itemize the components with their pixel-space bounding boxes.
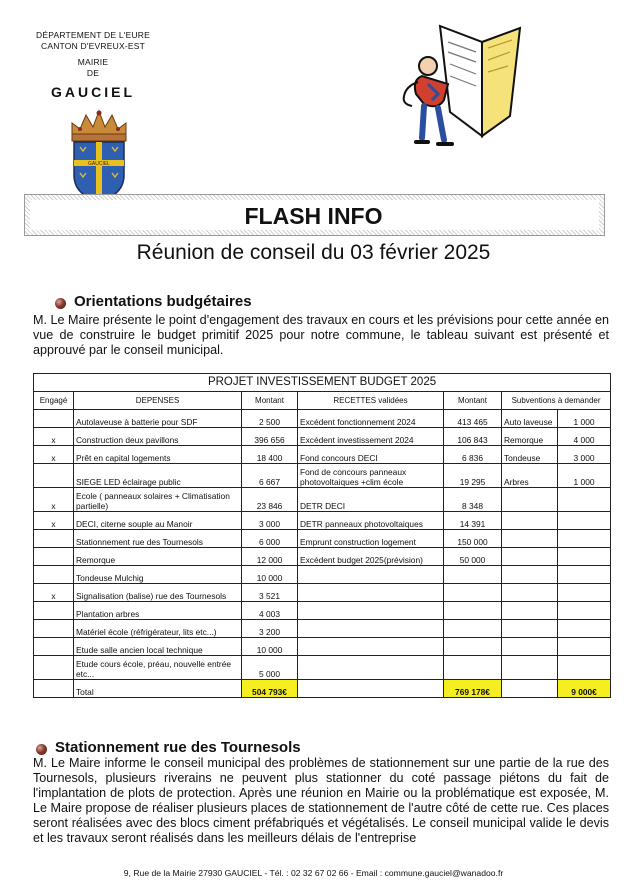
cell-recette-amount: 50 000 [444,548,502,566]
cell-subvention [502,620,558,638]
table-total-row [34,680,611,698]
cell-recette [298,638,444,656]
cell-depense: Plantation arbres [74,602,242,620]
table-row [34,446,611,464]
cell-engage: x [34,446,74,464]
cell-subvention [502,512,558,530]
total-subventions: 9 000€ [558,680,611,698]
cell-engage: x [34,428,74,446]
table-row [34,620,611,638]
table-row [34,566,611,584]
cell-subvention-amount [558,548,611,566]
cell-recette [298,656,444,680]
cell-recette [298,566,444,584]
table-row [34,488,611,512]
header-montant-dep: Montant [242,392,298,410]
cell-depense: Stationnement rue des Tournesols [74,530,242,548]
cell-depense-amount: 23 846 [242,488,298,512]
cell-depense: Tondeuse Mulchig [74,566,242,584]
cell-depense-amount: 6 000 [242,530,298,548]
cell-subvention-amount [558,584,611,602]
canton-label: CANTON D'EVREUX-EST [41,41,145,51]
cell-recette [298,584,444,602]
section-text-budget: M. Le Maire présente le point d'engagement des travaux en cours et les prévisions pour cette année en vue de construire le budget primitif 2025 pour notre commune, le tableau suivant est présenté et approuvé par le conseil municipal. [33,313,609,357]
cell-subvention [502,566,558,584]
table-row [34,428,611,446]
flash-title: FLASH INFO [244,203,383,229]
cell-depense: Matériel école (réfrigérateur, lits etc...) [74,620,242,638]
cell-subvention-amount [558,620,611,638]
cell-recette: Fond de concours panneaux photovoltaiques +clim école [298,464,444,488]
cell-subvention: Tondeuse [502,446,558,464]
cell-subvention-amount: 1 000 [558,410,611,428]
cell-depense: Remorque [74,548,242,566]
cell-recette-amount: 413 465 [444,410,502,428]
table-row [34,656,611,680]
cell-recette: DETR DECI [298,488,444,512]
cell-subvention [502,488,558,512]
cell-depense-amount: 10 000 [242,566,298,584]
cell-engage [34,410,74,428]
table-caption: PROJET INVESTISSEMENT BUDGET 2025 [34,374,611,392]
bullet-icon [36,744,47,755]
table-row [34,602,611,620]
coat-of-arms-logo [66,107,132,203]
cell-subvention [502,602,558,620]
table-row [34,584,611,602]
cell-depense-amount: 18 400 [242,446,298,464]
cell-depense-amount: 6 667 [242,464,298,488]
footer-contact: 9, Rue de la Mairie 27930 GAUCIEL - Tél. : 02 32 67 02 66 - Email : commune.gauciel@wanadoo.fr [123,868,504,878]
cell-depense: SIEGE LED éclairage public [74,464,242,488]
header-recettes: RECETTES validées [298,392,444,410]
cell-subvention [502,530,558,548]
cell-depense-amount: 396 656 [242,428,298,446]
cell-recette-amount: 150 000 [444,530,502,548]
cell-recette: Fond concours DECI [298,446,444,464]
cell-subvention-amount [558,530,611,548]
cell-subvention: Auto laveuse [502,410,558,428]
cell-depense-amount: 10 000 [242,638,298,656]
newspaper-reader-illustration [398,20,528,160]
cell-depense-amount: 5 000 [242,656,298,680]
table-header-row [34,392,611,410]
cell-subvention-amount: 4 000 [558,428,611,446]
cell-engage [34,464,74,488]
department-label: DÉPARTEMENT DE L'EURE [36,30,150,40]
cell-depense-amount: 2 500 [242,410,298,428]
cell-subvention-amount: 1 000 [558,464,611,488]
cell-depense: Etude cours école, préau, nouvelle entrée etc... [74,656,242,680]
cell-depense-amount: 3 000 [242,512,298,530]
cell-engage [34,620,74,638]
cell-recette-amount: 19 295 [444,464,502,488]
total-label: Total [74,680,242,698]
table-row [34,530,611,548]
commune-name: GAUCIEL [51,84,135,100]
cell-recette-amount [444,638,502,656]
cell-engage [34,638,74,656]
cell-recette-amount: 8 348 [444,488,502,512]
section-text-parking: M. Le Maire informe le conseil municipal des problèmes de stationnement sur une partie de la rue des Tournesols, plusieurs riverains ne peuvent plus stationner du coté passage piétons du fait de l'implantation de plots de protection. Après une réunion en Mairie ou la problématique est exposée, M. Le Maire propose de réaliser plusieurs places de stationnement de l'autre côté de cette rue. Ces places seront réalisées avec des blocs ciment préfabriqués et végétalisés. Le conseil municipal valide le devis et les travaux seront réalisés dans les meilleurs délais de l'entreprise [33,756,609,845]
cell-depense-amount: 3 200 [242,620,298,638]
cell-subvention [502,548,558,566]
cell-subvention: Arbres [502,464,558,488]
cell-recette: Excédent fonctionnement 2024 [298,410,444,428]
cell-recette-amount: 6 836 [444,446,502,464]
cell-engage [34,602,74,620]
cell-depense: Prêt en capital logements [74,446,242,464]
cell-depense-amount: 4 003 [242,602,298,620]
de-label: DE [86,68,100,78]
crest-text: GAUCIEL [88,161,110,167]
cell-subvention [502,638,558,656]
cell-engage: x [34,584,74,602]
cell-depense: Construction deux pavillons [74,428,242,446]
cell-depense-amount: 12 000 [242,548,298,566]
bullet-icon [55,298,66,309]
cell-subvention [502,584,558,602]
cell-engage [34,530,74,548]
cell-subvention-amount [558,638,611,656]
cell-recette-amount: 106 843 [444,428,502,446]
cell-recette-amount [444,656,502,680]
cell-engage: x [34,488,74,512]
cell-recette [298,680,444,698]
header-block [18,30,168,79]
section-title-parking: Stationnement rue des Tournesols [55,739,301,756]
cell-depense: Autolaveuse à batterie pour SDF [74,410,242,428]
cell-recette-amount [444,584,502,602]
cell-depense: DECI, citerne souple au Manoir [74,512,242,530]
cell-recette-amount [444,620,502,638]
cell-engage [34,548,74,566]
header-engage: Engagé [34,392,74,410]
cell-recette: DETR panneaux photovoltaiques [298,512,444,530]
header-montant-rec: Montant [444,392,502,410]
header-subventions: Subventions à demander [502,392,611,410]
cell-subvention-amount [558,488,611,512]
cell-recette: Excédent budget 2025(prévision) [298,548,444,566]
table-row [34,512,611,530]
cell-engage [34,656,74,680]
cell-subvention-amount: 3 000 [558,446,611,464]
cell-subvention [502,656,558,680]
table-row [34,548,611,566]
table-row [34,410,611,428]
cell-recette-amount [444,602,502,620]
budget-table [33,373,611,698]
cell-engage [34,680,74,698]
cell-recette [298,602,444,620]
mairie-label: MAIRIE [77,57,109,67]
cell-recette-amount [444,566,502,584]
total-depenses: 504 793€ [242,680,298,698]
cell-subvention-amount [558,512,611,530]
section-title-budget: Orientations budgétaires [74,293,252,310]
cell-subvention-amount [558,602,611,620]
total-recettes: 769 178€ [444,680,502,698]
table-row [34,464,611,488]
cell-subvention-amount [558,566,611,584]
cell-recette: Excédent investissement 2024 [298,428,444,446]
cell-depense-amount: 3 521 [242,584,298,602]
cell-depense: Etude salle ancien local technique [74,638,242,656]
cell-depense: Ecole ( panneaux solaires + Climatisation partielle) [74,488,242,512]
table-row [34,638,611,656]
header-depenses: DEPENSES [74,392,242,410]
cell-engage [34,566,74,584]
cell-subvention: Remorque [502,428,558,446]
meeting-subtitle: Réunion de conseil du 03 février 2025 [136,241,491,264]
cell-subvention-amount [558,656,611,680]
cell-engage: x [34,512,74,530]
cell-subvention [502,680,558,698]
table-caption-row [34,374,611,392]
cell-recette [298,620,444,638]
cell-recette-amount: 14 391 [444,512,502,530]
cell-recette: Emprunt construction logement [298,530,444,548]
cell-depense: Signalisation (balise) rue des Tournesols [74,584,242,602]
